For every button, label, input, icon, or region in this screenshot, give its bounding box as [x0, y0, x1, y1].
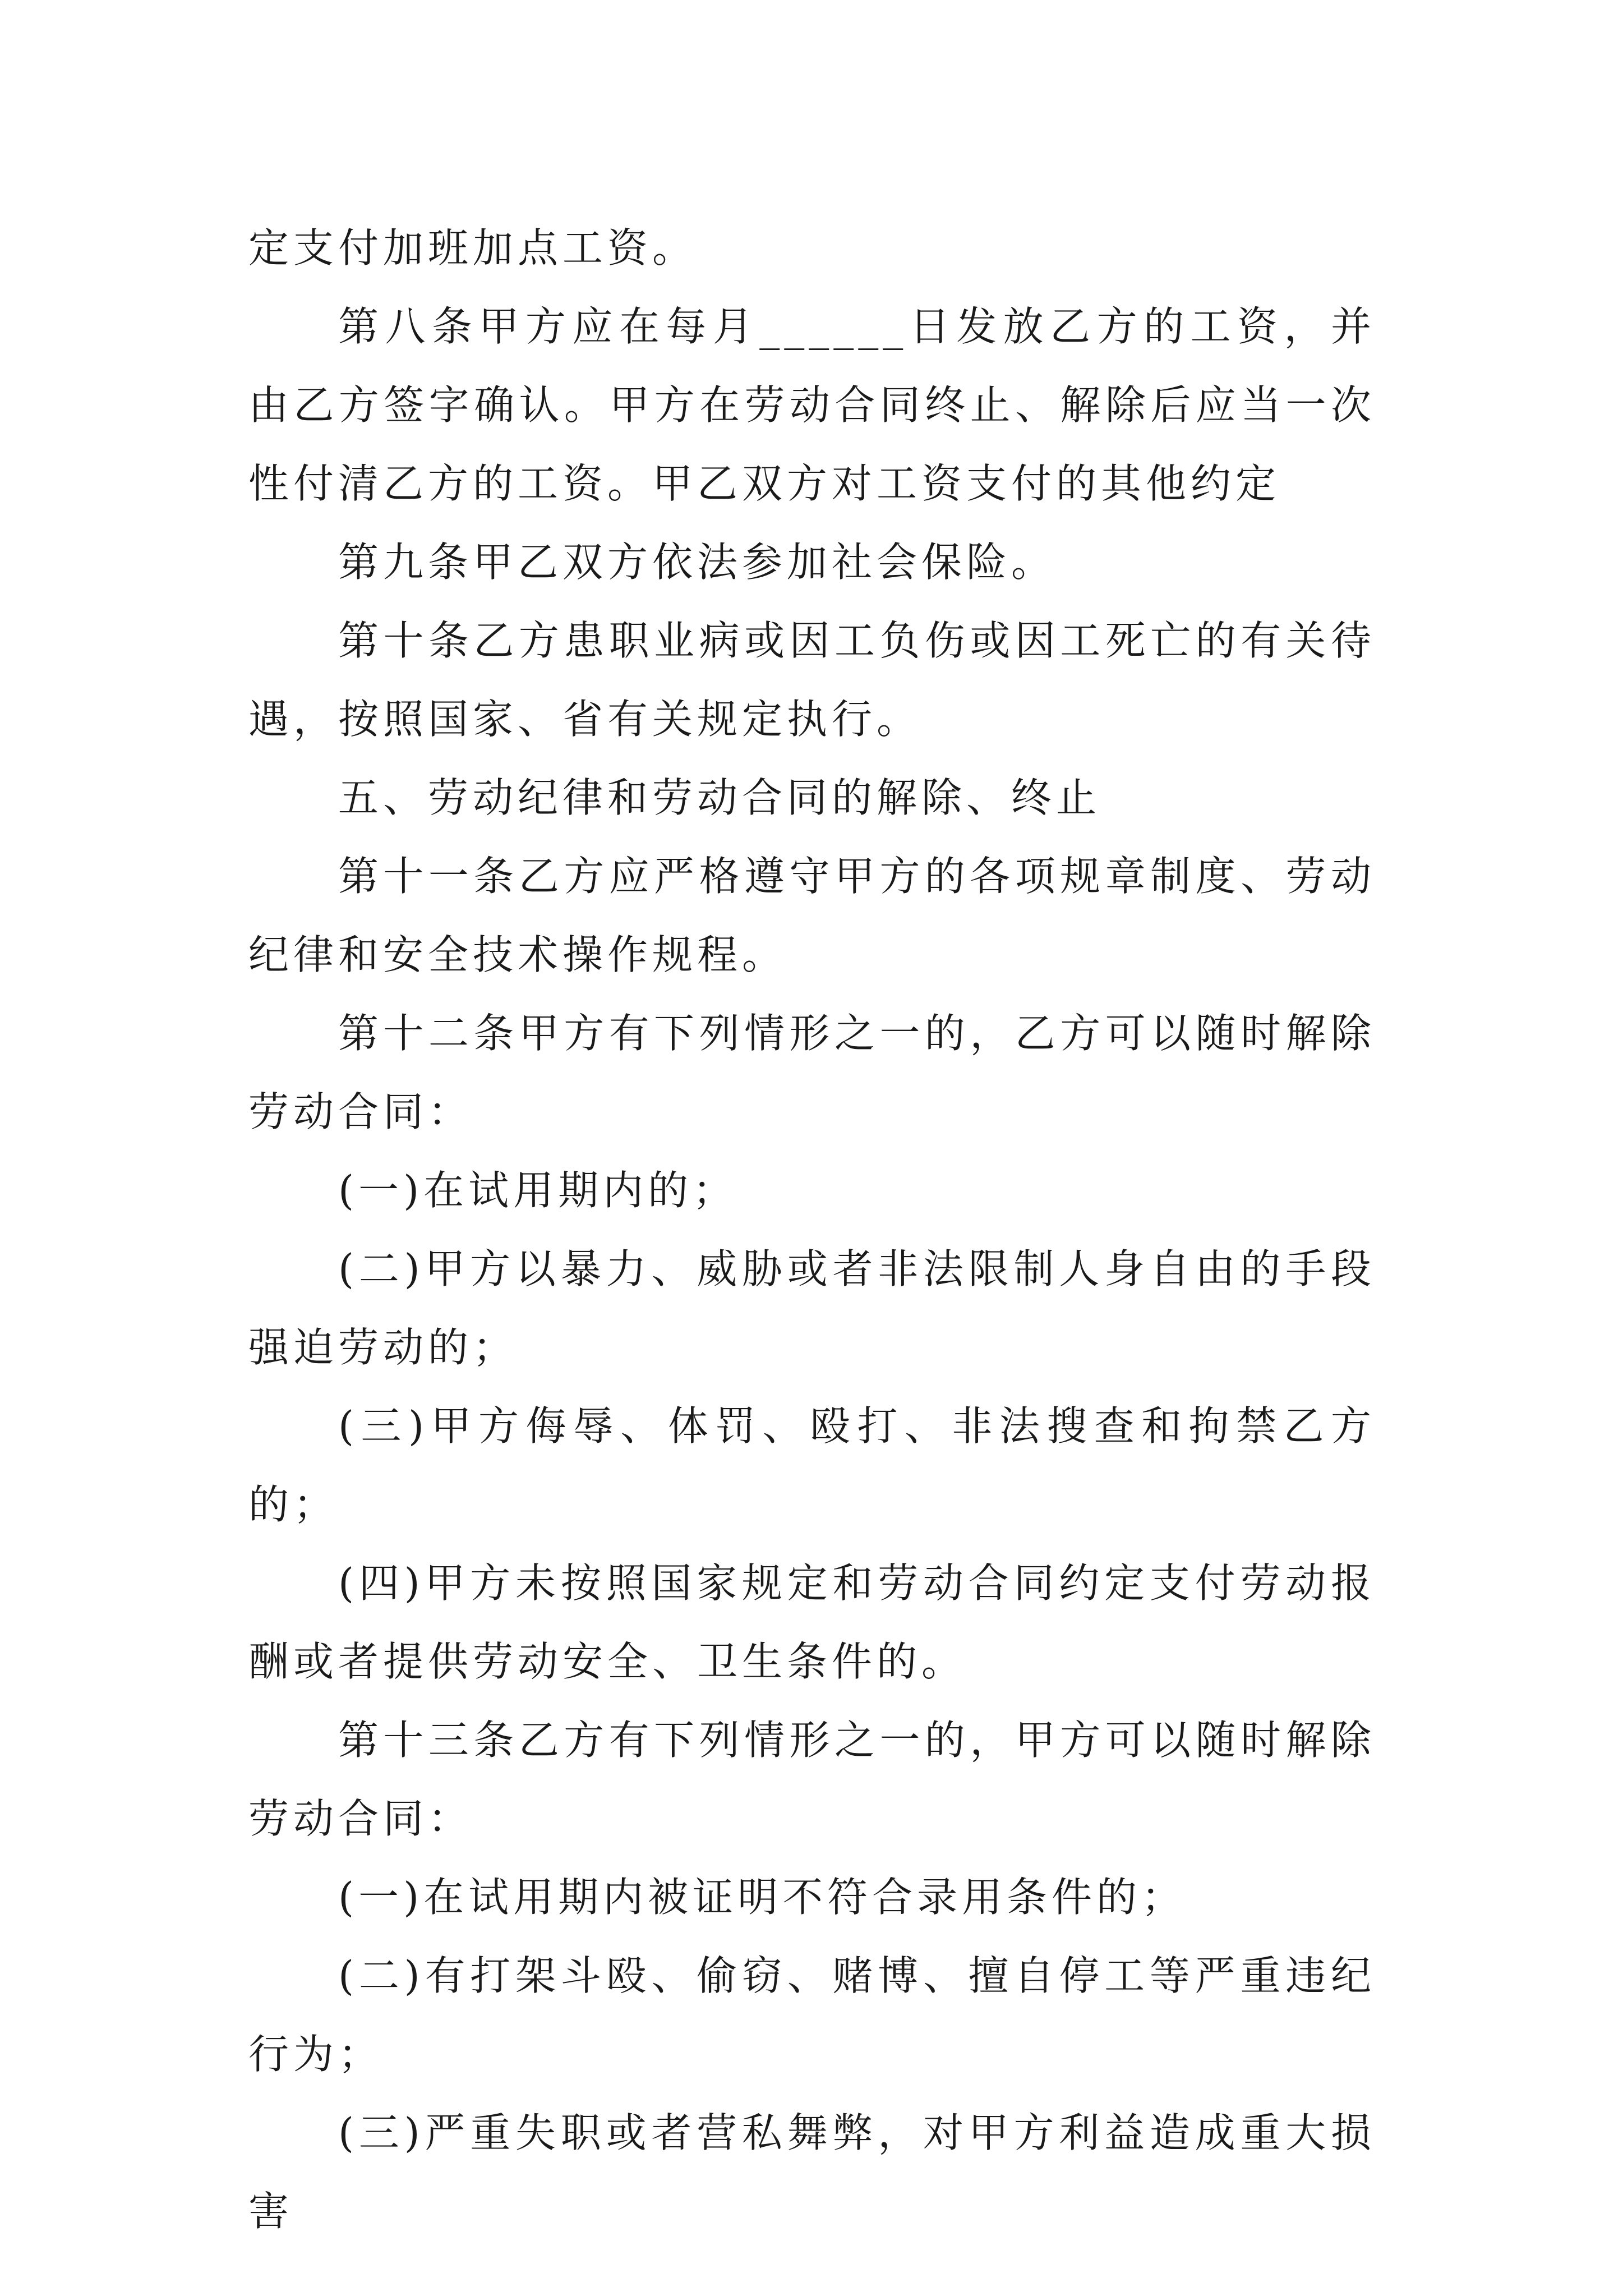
list-item-12-1: (一)在试用期内的； — [338, 1167, 738, 1214]
list-item-13-1: (一)在试用期内被证明不符合录用条件的； — [338, 1874, 1187, 1921]
paragraph-article-8: 第八条甲方应在每月______日发放乙方的工资，并由乙方签字确认。甲方在劳动合同终止、解除后应当一次性付清乙方的工资。甲乙双方对工资支付的其他约定 — [248, 303, 1376, 507]
list-item-12-3: (三)甲方侮辱、体罚、殴打、非法搜查和拘禁乙方的； — [248, 1402, 1376, 1528]
list-item-13-2: (二)有打架斗殴、偷窃、赌博、擅自停工等严重违纪行为； — [248, 1952, 1376, 2078]
list-item-12-2: (二)甲方以暴力、威胁或者非法限制人身自由的手段强迫劳动的； — [248, 1245, 1376, 1371]
paragraph-article-9: 第九条甲乙双方依法参加社会保险。 — [338, 539, 1057, 586]
list-item-12-4: (四)甲方未按照国家规定和劳动合同约定支付劳动报酬或者提供劳动安全、卫生条件的。 — [248, 1559, 1376, 1685]
list-item-13-3: (三)严重失职或者营私舞弊，对甲方利益造成重大损害 — [248, 2109, 1376, 2235]
document-body — [248, 209, 1376, 2251]
paragraph-article-10: 第十条乙方患职业病或因工负伤或因工死亡的有关待遇，按照国家、省有关规定执行。 — [248, 617, 1376, 743]
paragraph-article-12: 第十二条甲方有下列情形之一的，乙方可以随时解除劳动合同： — [248, 1010, 1376, 1135]
section-heading-5: 五、劳动纪律和劳动合同的解除、终止 — [338, 774, 1101, 821]
paragraph-continuation: 定支付加班加点工资。 — [248, 224, 698, 272]
paragraph-article-11: 第十一条乙方应严格遵守甲方的各项规章制度、劳动纪律和安全技术操作规程。 — [248, 853, 1376, 978]
paragraph-article-13: 第十三条乙方有下列情形之一的，甲方可以随时解除劳动合同： — [248, 1717, 1376, 1842]
